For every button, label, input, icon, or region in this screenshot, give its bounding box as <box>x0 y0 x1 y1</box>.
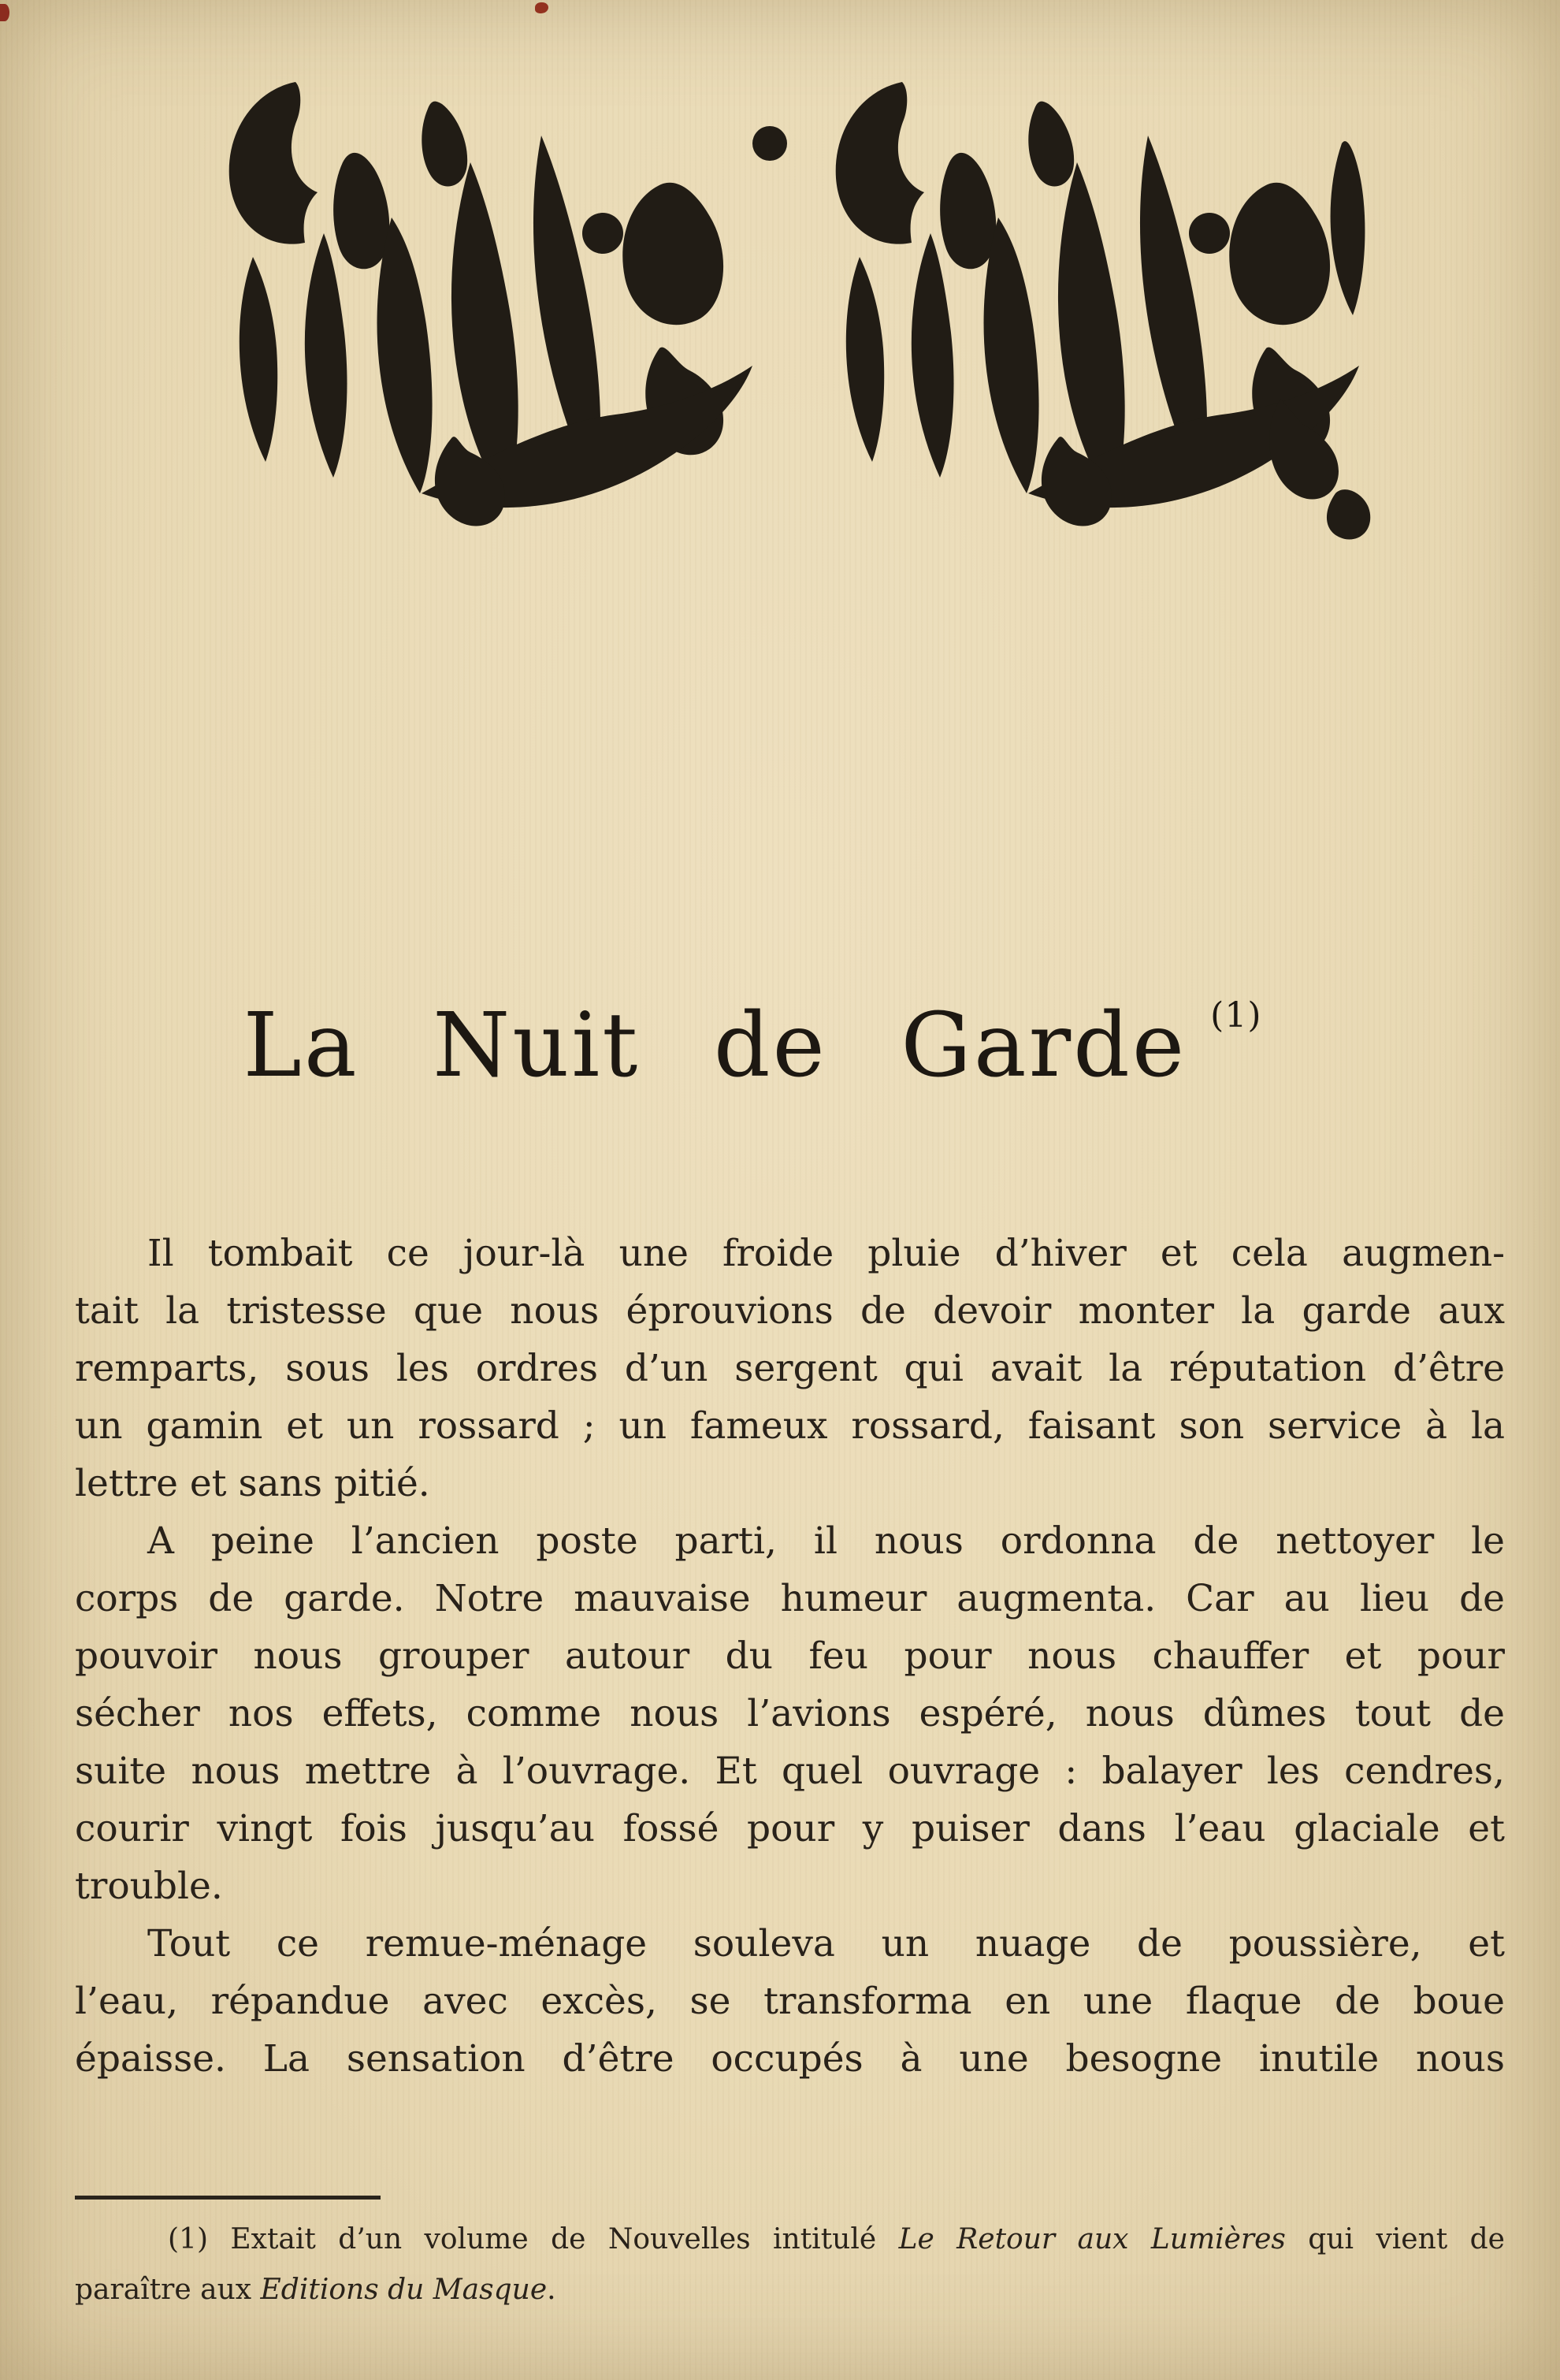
footnote-text: paraître aux <box>75 2274 261 2306</box>
floral-ornament-graphic <box>177 68 1383 541</box>
footnote-book-title: Le Retour aux Lumières <box>898 2223 1286 2255</box>
footnote-publisher: Editions du Masque <box>260 2274 548 2306</box>
footnote-text: (1) Extait d’un volume de Nouvelles intitulé <box>168 2223 899 2255</box>
text-line: un gamin et un rossard ; un fameux rossard, faisant son service à la <box>75 1404 1505 1448</box>
footnote-text: qui vient de <box>1285 2223 1505 2255</box>
text-line: tait la tristesse que nous éprouvions de devoir monter la garde aux <box>75 1289 1505 1333</box>
scan-speck <box>0 4 9 21</box>
text-line: l’eau, répandue avec excès, se transforma en une flaque de boue <box>75 1980 1505 2023</box>
text-line: trouble. <box>75 1865 223 1908</box>
art-nouveau-headpiece-ornament <box>177 68 1383 541</box>
page-title <box>0 995 1532 1097</box>
text-line: suite nous mettre à l’ouvrage. Et quel ouvrage : balayer les cendres, <box>75 1750 1505 1793</box>
footnote-marker: (1) <box>1210 995 1262 1036</box>
title-text: La Nuit de Garde <box>243 995 1187 1097</box>
text-line: épaisse. La sensation d’être occupés à une besogne inutile nous <box>75 2037 1505 2081</box>
text-line: courir vingt fois jusqu’au fossé pour y puiser dans l’eau glaciale et <box>75 1807 1505 1850</box>
footnote <box>75 2215 1505 2315</box>
story-text <box>75 1225 1505 2088</box>
text-line: corps de garde. Notre mauvaise humeur augmenta. Car au lieu de <box>75 1577 1505 1620</box>
text-line: Tout ce remue-ménage souleva un nuage de poussière, et <box>147 1922 1505 1965</box>
scan-speck <box>535 2 548 13</box>
text-line: lettre et sans pitié. <box>75 1462 430 1505</box>
footnote-text: . <box>547 2274 556 2306</box>
footnote-line <box>75 2265 1505 2315</box>
footnote-divider <box>75 2196 381 2200</box>
footnote-line <box>75 2215 1505 2265</box>
text-line: remparts, sous les ordres d’un sergent qui avait la réputation d’être <box>75 1347 1505 1390</box>
text-line: pouvoir nous grouper autour du feu pour nous chauffer et pour <box>75 1634 1505 1678</box>
text-line: A peine l’ancien poste parti, il nous ordonna de nettoyer le <box>147 1519 1505 1563</box>
text-line: sécher nos effets, comme nous l’avions espéré, nous dûmes tout de <box>75 1692 1505 1735</box>
text-line: Il tombait ce jour-là une froide pluie d’hiver et cela augmen- <box>147 1232 1505 1275</box>
